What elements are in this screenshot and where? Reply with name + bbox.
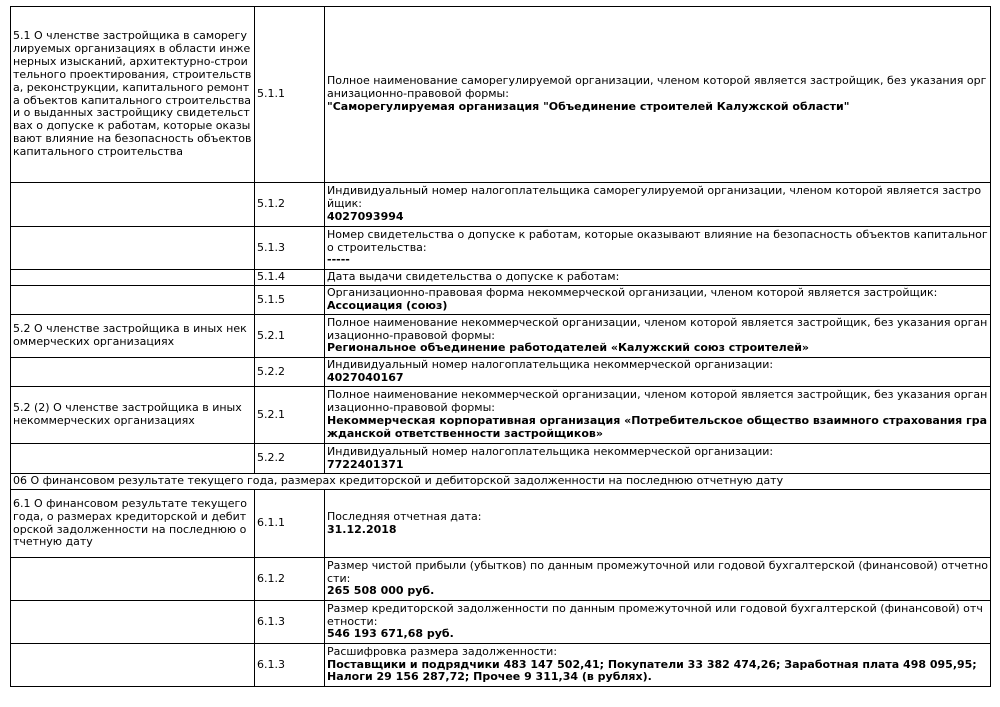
- section-cell: [11, 358, 255, 387]
- code-cell: 6.1.3: [255, 601, 325, 644]
- table-row-5-2-2: [11, 358, 991, 387]
- content-cell: [325, 490, 991, 558]
- field-label: Полное наименование некоммерческой организации, членом которой является застройщик, без указания организационно-правовой формы:: [327, 388, 988, 415]
- field-value: Региональное объединение работодателей «Калужский союз строителей»: [327, 341, 810, 355]
- content-cell: [325, 7, 991, 183]
- section-cell: 5.2 (2) О членстве застройщика в иных некоммерческих организациях: [11, 387, 255, 444]
- table-row-6-1-1: [11, 490, 991, 558]
- field-value: Поставщики и подрядчики 483 147 502,41; Покупатели 33 382 474,26; Заработная плата 498 095,95; Налоги 29 156 287,72; Прочее 9 311,34 (в рублях).: [327, 657, 977, 684]
- section-cell: [11, 444, 255, 474]
- content-cell: [325, 444, 991, 474]
- section-cell: [11, 286, 255, 315]
- section-cell: [11, 270, 255, 286]
- section-cell: [11, 644, 255, 687]
- field-value: 31.12.2018: [327, 522, 397, 536]
- section-cell: [11, 558, 255, 601]
- field-value: -----: [327, 253, 350, 267]
- content-cell: [325, 315, 991, 358]
- code-cell: 5.1.2: [255, 183, 325, 227]
- code-cell: 5.1.1: [255, 7, 325, 183]
- field-label: Организационно-правовая форма некоммерческой организации, членом которой является застройщик:: [327, 286, 938, 300]
- field-label: Размер чистой прибыли (убытков) по данным промежуточной или годовой бухгалтерской (финансовой) отчетности:: [327, 558, 988, 585]
- table-row-6-1-3-breakdown: [11, 644, 991, 687]
- field-value: Ассоциация (союз): [327, 299, 448, 312]
- content-cell: [325, 286, 991, 315]
- table-row-6-1-3: [11, 601, 991, 644]
- section-cell: 5.2 О членстве застройщика в иных некоммерческих организациях: [11, 315, 255, 358]
- field-value: Некоммерческая корпоративная организация «Потребительское общество взаимного страхования гражданской ответственности застройщиков»: [327, 414, 988, 440]
- content-cell: [325, 183, 991, 227]
- table-body: [11, 7, 991, 687]
- field-label: Размер кредиторской задолженности по данным промежуточной или годовой бухгалтерской (финансовой) отчетности:: [327, 601, 983, 628]
- content-cell: [325, 227, 991, 270]
- field-label: Индивидуальный номер налогоплательщика некоммерческой организации:: [327, 444, 774, 458]
- code-cell: 6.1.3: [255, 644, 325, 687]
- code-cell: 6.1.1: [255, 490, 325, 558]
- code-cell: 5.1.3: [255, 227, 325, 270]
- field-value: 4027040167: [327, 371, 404, 384]
- field-value: "Саморегулируемая организация "Объединение строителей Калужской области": [327, 99, 850, 113]
- field-value: 4027093994: [327, 209, 404, 223]
- section-cell: [11, 601, 255, 644]
- table-row-5-2-2-2: [11, 444, 991, 474]
- section-cell: [11, 183, 255, 227]
- section-6-header-row: [11, 474, 991, 490]
- field-label: Индивидуальный номер налогоплательщика некоммерческой организации:: [327, 358, 774, 372]
- content-cell: [325, 601, 991, 644]
- table-row-5-1-2: [11, 183, 991, 227]
- content-cell: [325, 358, 991, 387]
- section-6-header: 06 О финансовом результате текущего года, размерах кредиторской и дебиторской задолженности на последнюю отчетную дату: [11, 474, 991, 490]
- content-cell: [325, 387, 991, 444]
- code-cell: 5.2.2: [255, 358, 325, 387]
- field-value: 546 193 671,68 руб.: [327, 627, 454, 641]
- code-cell: 5.1.4: [255, 270, 325, 286]
- section-cell: 5.1 О членстве застройщика в саморегулируемых организациях в области инженерных изысканий, архитектурно-строительного проектирования, строительства, реконструкции, капитального ремонта объектов капитального строительства и о выданных застройщику свидетельствах о допуске к работам, которые оказывают влияние на безопасность объектов капитального строительства: [11, 7, 255, 183]
- table-row-5-2-2-1: [11, 387, 991, 444]
- table-row-5-1-5: [11, 286, 991, 315]
- field-label: Индивидуальный номер налогоплательщика саморегулируемой организации, членом которой является застройщик:: [327, 184, 982, 211]
- field-label: Последняя отчетная дата:: [327, 509, 482, 523]
- table-row-5-2-1: [11, 315, 991, 358]
- field-label: Дата выдачи свидетельства о допуске к работам:: [327, 270, 620, 284]
- section-cell: 6.1 О финансовом результате текущего года, о размерах кредиторской и дебиторской задолженности на последнюю отчетную дату: [11, 490, 255, 558]
- field-label: Расшифровка размера задолженности:: [327, 644, 558, 658]
- table-row-6-1-2: [11, 558, 991, 601]
- code-cell: 5.1.5: [255, 286, 325, 315]
- content-cell: [325, 270, 991, 286]
- table-row-5-1-1: [11, 7, 991, 183]
- disclosure-table: [10, 6, 991, 687]
- content-cell: [325, 558, 991, 601]
- field-label: Номер свидетельства о допуске к работам, которые оказывают влияние на безопасность объектов капитального строительства:: [327, 227, 988, 254]
- code-cell: 5.2.1: [255, 315, 325, 358]
- code-cell: 5.2.2: [255, 444, 325, 474]
- field-value: 265 508 000 руб.: [327, 584, 435, 598]
- table-row-5-1-4: [11, 270, 991, 286]
- field-label: Полное наименование некоммерческой организации, членом которой является застройщик, без указания организационно-правовой формы:: [327, 315, 988, 342]
- code-cell: 5.2.1: [255, 387, 325, 444]
- content-cell: [325, 644, 991, 687]
- field-value: 7722401371: [327, 457, 404, 471]
- code-cell: 6.1.2: [255, 558, 325, 601]
- table-row-5-1-3: [11, 227, 991, 270]
- field-label: Полное наименование саморегулируемой организации, членом которой является застройщик, без указания организационно-правовой формы:: [327, 74, 987, 101]
- section-cell: [11, 227, 255, 270]
